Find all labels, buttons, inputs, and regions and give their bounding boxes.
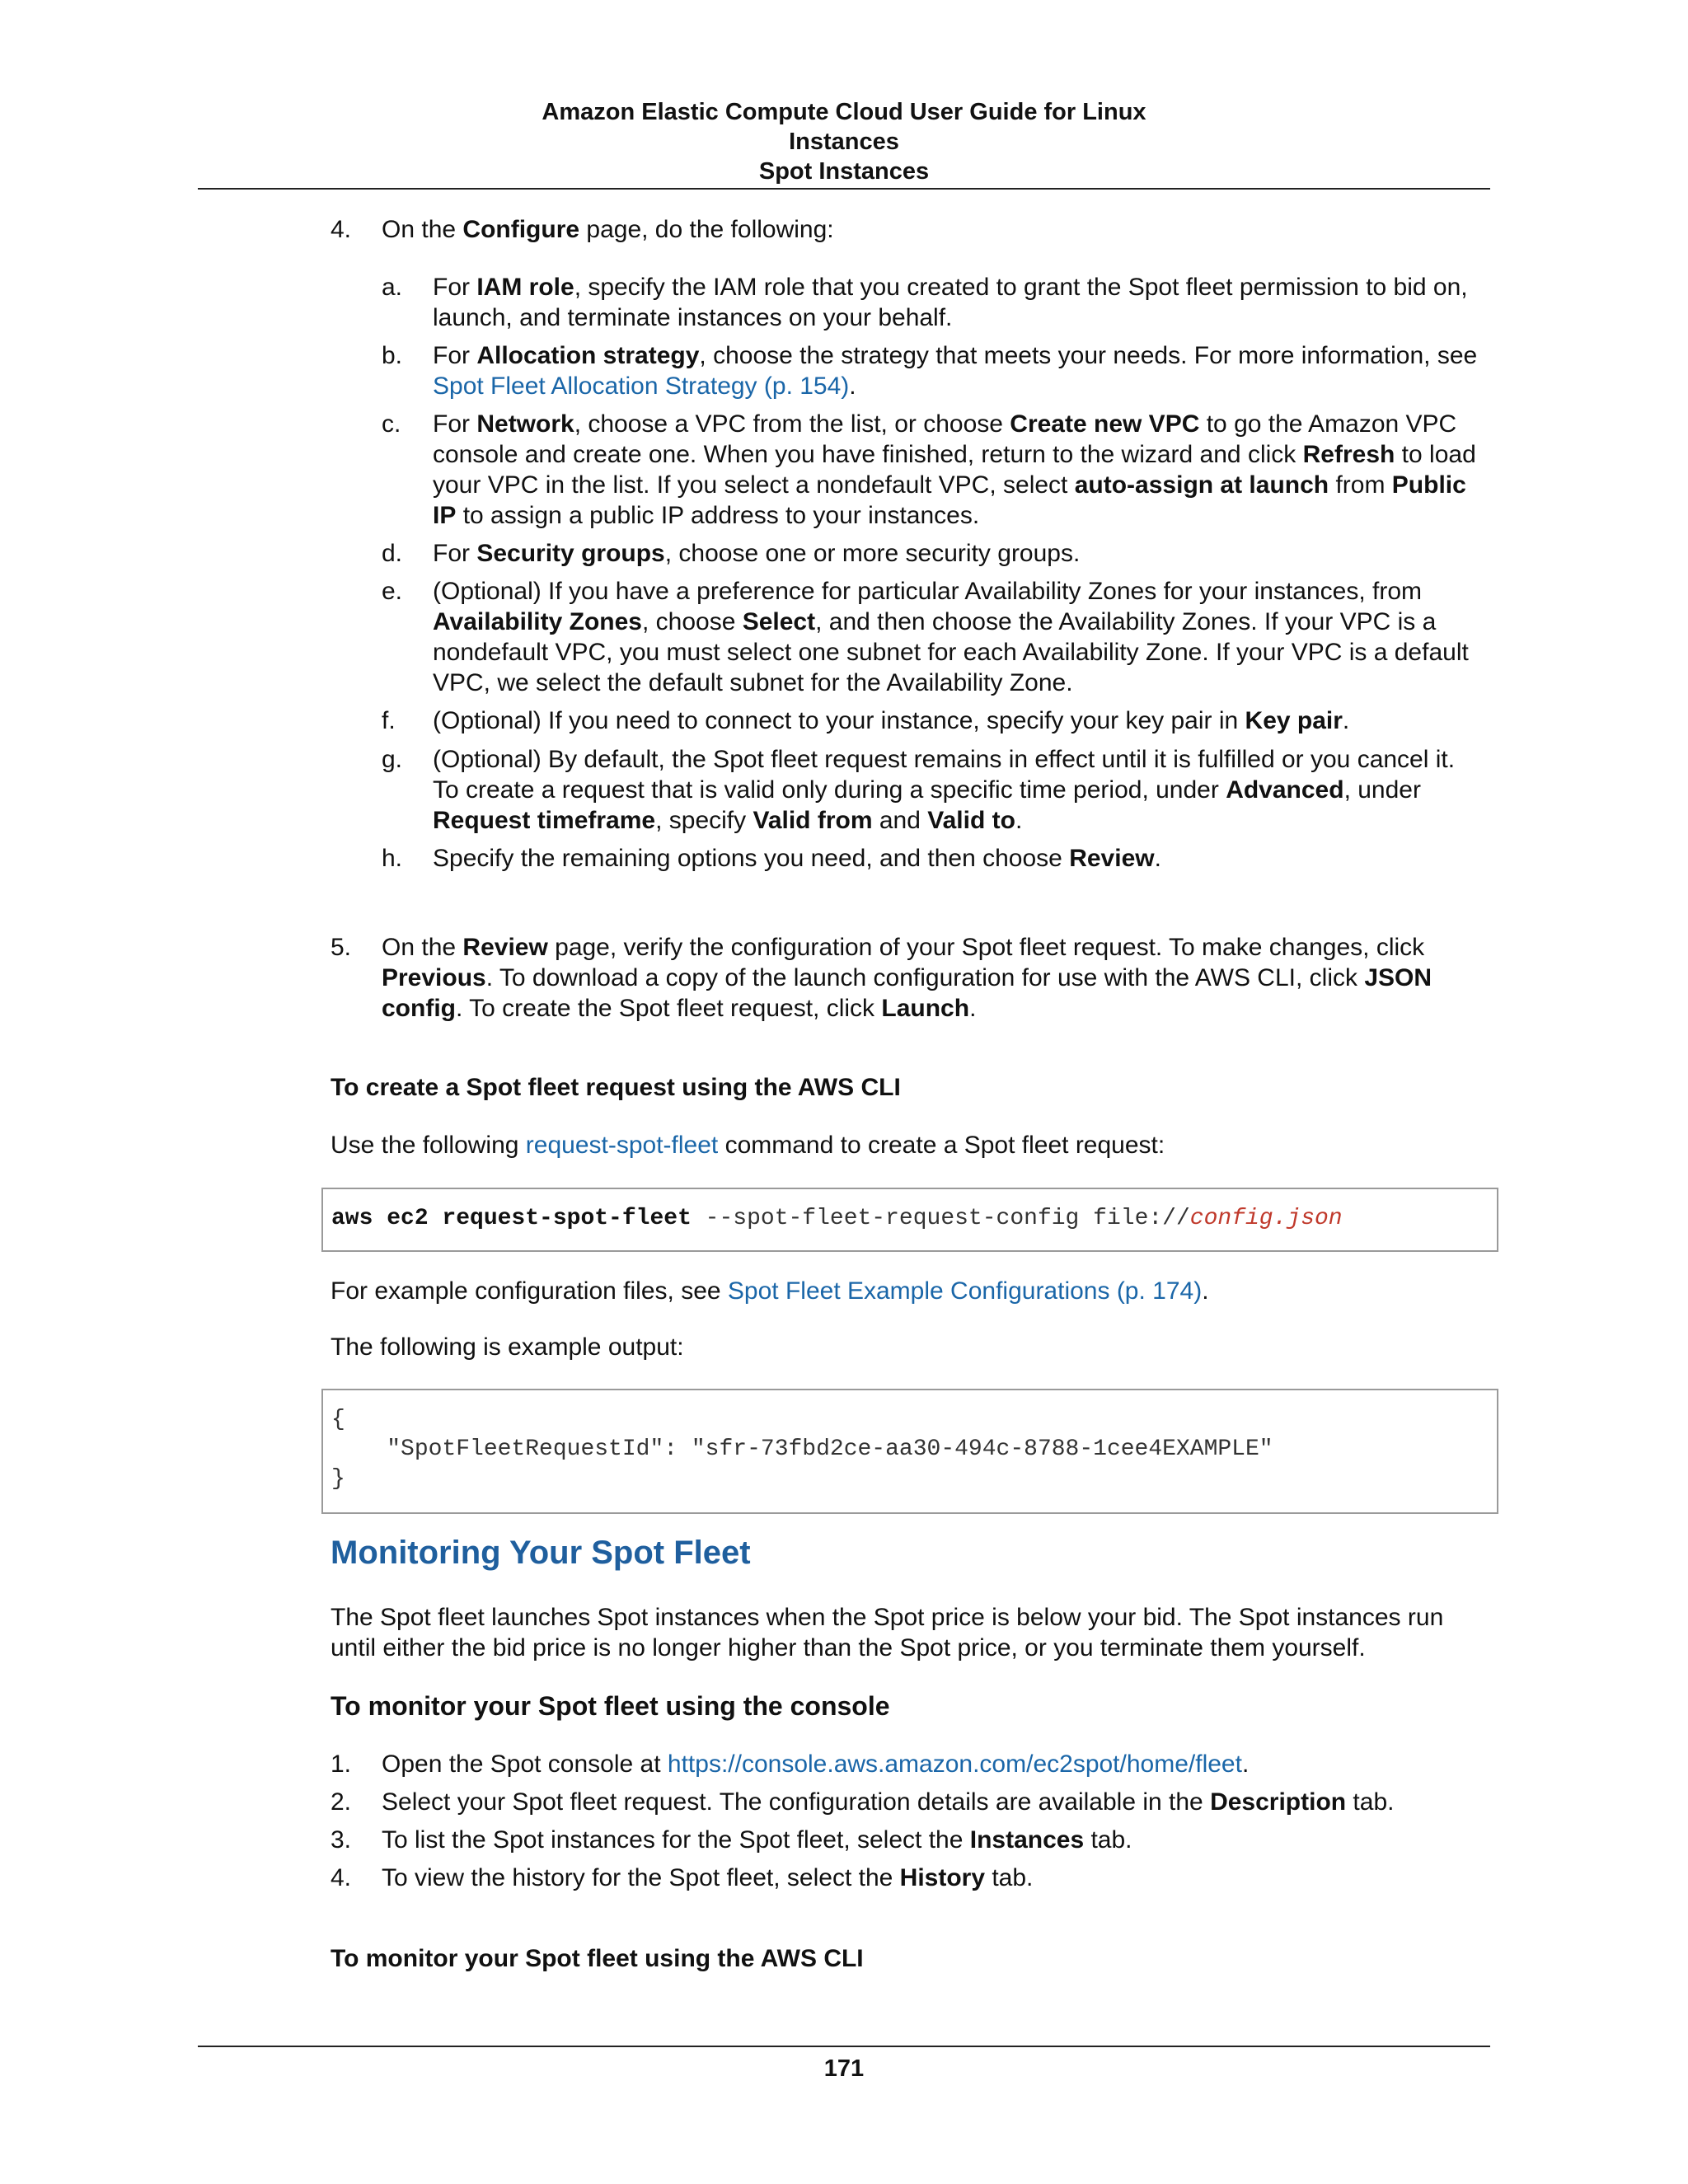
substep-c-line4: IP to assign a public IP address to your instances. bbox=[433, 502, 980, 529]
substep-d-label: d. bbox=[382, 540, 403, 567]
substep-e-label: e. bbox=[382, 578, 403, 605]
substep-f-label: f. bbox=[382, 707, 396, 734]
cli-request-heading: To create a Spot fleet request using the AWS CLI bbox=[331, 1074, 901, 1101]
step-4-text: On the Configure page, do the following: bbox=[382, 216, 834, 243]
monitor-step-4-text: To view the history for the Spot fleet, select the History tab. bbox=[382, 1864, 1034, 1891]
substep-d-text: For Security groups, choose one or more security groups. bbox=[433, 540, 1081, 567]
page-number: 171 bbox=[823, 2055, 865, 2082]
output-line-3: } bbox=[331, 1466, 345, 1492]
example-output-intro: The following is example output: bbox=[331, 1333, 684, 1361]
example-configurations-link[interactable]: Spot Fleet Example Configurations (p. 174) bbox=[727, 1277, 1203, 1305]
output-code-block bbox=[321, 1389, 1498, 1514]
substep-c-line1: For Network, choose a VPC from the list, or choose Create new VPC to go the Amazon VPC bbox=[433, 410, 1457, 438]
substep-b-line2: Spot Fleet Allocation Strategy (p. 154). bbox=[433, 373, 856, 400]
header-section: Spot Instances bbox=[758, 158, 930, 185]
output-line-2: "SpotFleetRequestId": "sfr-73fbd2ce-aa30-494c-8788-1cee4EXAMPLE" bbox=[331, 1436, 1273, 1462]
allocation-strategy-link[interactable]: Spot Fleet Allocation Strategy (p. 154) bbox=[433, 373, 850, 400]
monitoring-para-line2: until either the bid price is no longer higher than the Spot price, or you terminate them yourself. bbox=[331, 1634, 1366, 1661]
substep-g-line1: (Optional) By default, the Spot fleet request remains in effect until it is fulfilled or you cancel it. bbox=[433, 746, 1456, 773]
section-title: Monitoring Your Spot Fleet bbox=[331, 1535, 751, 1571]
substep-c-line3: your VPC in the list. If you select a nondefault VPC, select auto-assign at launch from Public bbox=[433, 471, 1466, 499]
substep-g-label: g. bbox=[382, 746, 403, 773]
substep-e-line2: Availability Zones, choose Select, and then choose the Availability Zones. If your VPC is a bbox=[433, 608, 1437, 635]
substep-c-label: c. bbox=[382, 410, 401, 438]
monitor-step-1-number: 1. bbox=[331, 1750, 352, 1778]
substep-b-label: b. bbox=[382, 342, 403, 369]
request-spot-fleet-link[interactable]: request-spot-fleet bbox=[525, 1132, 719, 1159]
monitor-step-3-text: To list the Spot instances for the Spot fleet, select the Instances tab. bbox=[382, 1826, 1132, 1854]
substep-a-label: a. bbox=[382, 274, 403, 301]
spot-console-link[interactable]: https://console.aws.amazon.com/ec2spot/home/fleet bbox=[667, 1750, 1242, 1778]
substep-e-line4: VPC, we select the default subnet for the Availability Zone. bbox=[433, 669, 1073, 696]
substep-h-text: Specify the remaining options you need, and then choose Review. bbox=[433, 845, 1161, 872]
substep-g-line2: To create a request that is valid only during a specific time period, under Advanced, under bbox=[433, 776, 1421, 804]
command-line: aws ec2 request-spot-fleet --spot-fleet-request-config file://config.json bbox=[331, 1206, 1343, 1231]
monitor-step-2-number: 2. bbox=[331, 1788, 352, 1816]
example-config-text: For example configuration files, see Spot Fleet Example Configurations (p. 174). bbox=[331, 1277, 1209, 1305]
monitor-step-4-number: 4. bbox=[331, 1864, 352, 1891]
substep-c-line2: console and create one. When you have finished, return to the wizard and click Refresh to load bbox=[433, 441, 1476, 468]
substep-a-line2: launch, and terminate instances on your behalf. bbox=[433, 304, 953, 331]
monitor-step-1-text: Open the Spot console at https://console.aws.amazon.com/ec2spot/home/fleet. bbox=[382, 1750, 1250, 1778]
monitor-step-3-number: 3. bbox=[331, 1826, 352, 1854]
substep-b-line1: For Allocation strategy, choose the strategy that meets your needs. For more information, see bbox=[433, 342, 1478, 369]
substep-e-line1: (Optional) If you have a preference for particular Availability Zones for your instances, from bbox=[433, 578, 1423, 605]
step-5-line3: config. To create the Spot fleet request, click Launch. bbox=[382, 995, 977, 1022]
page-header bbox=[198, 97, 1490, 186]
header-guide-title: Amazon Elastic Compute Cloud User Guide for Linux bbox=[542, 99, 1146, 125]
footer-divider bbox=[198, 2046, 1490, 2047]
header-chapter: Instances bbox=[789, 129, 899, 155]
step-4-number: 4. bbox=[331, 216, 352, 243]
cli-intro: Use the following request-spot-fleet command to create a Spot fleet request: bbox=[331, 1132, 1165, 1159]
substep-f-text: (Optional) If you need to connect to your instance, specify your key pair in Key pair. bbox=[433, 707, 1350, 734]
output-line-1: { bbox=[331, 1407, 345, 1432]
cli-monitor-heading: To monitor your Spot fleet using the AWS CLI bbox=[331, 1945, 864, 1972]
monitor-step-2-text: Select your Spot fleet request. The configuration details are available in the Description tab. bbox=[382, 1788, 1395, 1816]
substep-h-label: h. bbox=[382, 845, 403, 872]
substep-a-line1: For IAM role, specify the IAM role that you created to grant the Spot fleet permission to bid on, bbox=[433, 274, 1468, 301]
substep-g-line3: Request timeframe, specify Valid from and Valid to. bbox=[433, 807, 1023, 834]
step-5-line1: On the Review page, verify the configuration of your Spot fleet request. To make changes, click bbox=[382, 934, 1425, 961]
command-code-block bbox=[321, 1188, 1498, 1252]
header-divider bbox=[198, 188, 1490, 190]
step-5-line2: Previous. To download a copy of the launch configuration for use with the AWS CLI, click JSON bbox=[382, 964, 1432, 991]
monitoring-para-line1: The Spot fleet launches Spot instances when the Spot price is below your bid. The Spot instances run bbox=[331, 1604, 1444, 1631]
step-5-number: 5. bbox=[331, 934, 352, 961]
substep-e-line3: nondefault VPC, you must select one subnet for each Availability Zone. If your VPC is a default bbox=[433, 639, 1469, 666]
console-monitor-heading: To monitor your Spot fleet using the console bbox=[331, 1691, 890, 1721]
